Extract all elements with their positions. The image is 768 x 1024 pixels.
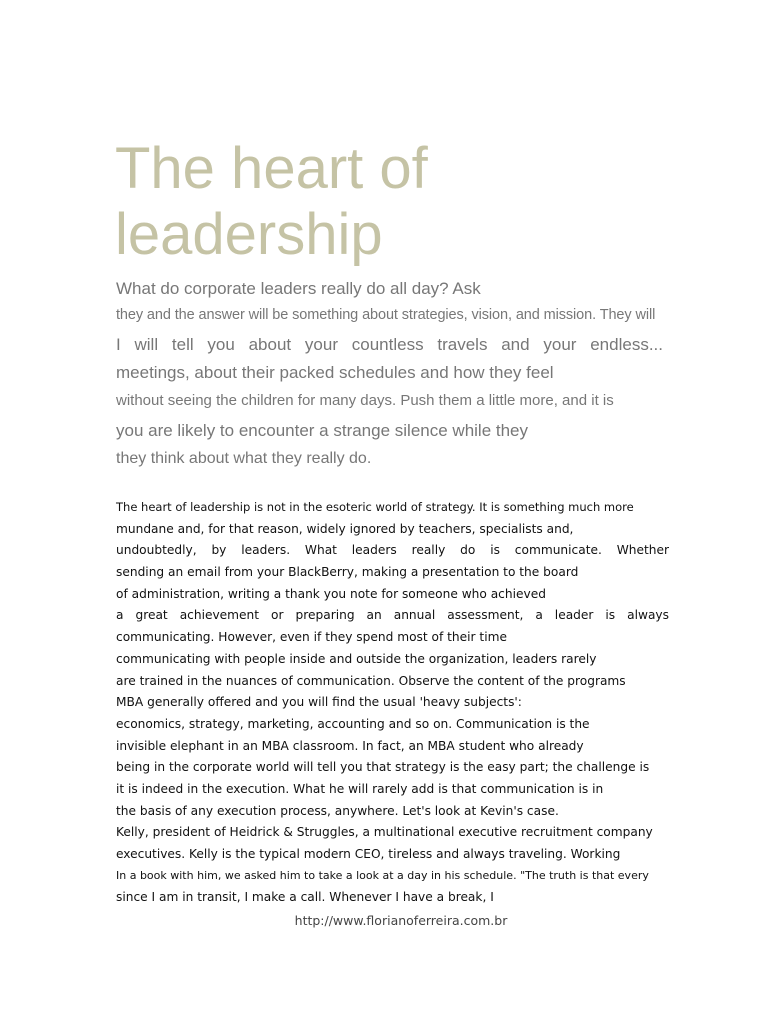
body-line: In a book with him, we asked him to take a look at a day in his schedule. "The truth is that every — [116, 868, 649, 882]
body-line: being in the corporate world will tell you that strategy is the easy part; the challenge is — [116, 760, 650, 775]
body-line: of administration, writing a thank you note for someone who achieved — [116, 586, 546, 601]
body-line: The heart of leadership is not in the esoteric world of strategy. It is something much more — [116, 500, 634, 514]
lead-line: you are likely to encounter a strange silence while they — [116, 421, 529, 440]
body-line: a great achievement or preparing an annual assessment, a leader is always — [116, 608, 669, 623]
lead-line: without seeing the children for many days. Push them a little more, and it is — [116, 392, 614, 409]
body-line: are trained in the nuances of communication. Observe the content of the programs — [116, 673, 626, 688]
body-line: undoubtedly, by leaders. What leaders really do is communicate. Whether — [116, 543, 669, 558]
title-line-1: The heart of — [115, 136, 428, 201]
body-line: since I am in transit, I make a call. Whenever I have a break, I — [116, 890, 494, 905]
body-line: MBA generally offered and you will find the usual 'heavy subjects': — [116, 695, 522, 710]
page-title — [115, 136, 428, 268]
lead-paragraph — [116, 278, 678, 476]
body-line: executives. Kelly is the typical modern CEO, tireless and always traveling. Working — [116, 847, 621, 861]
body-line: Kelly, president of Heidrick & Struggles, a multinational executive recruitment company — [116, 825, 653, 840]
body-line: it is indeed in the execution. What he will rarely add is that communication is in — [116, 781, 604, 796]
lead-line: meetings, about their packed schedules and how they feel — [116, 363, 554, 382]
body-line: the basis of any execution process, anywhere. Let's look at Kevin's case. — [116, 803, 559, 818]
lead-line: they think about what they really do. — [116, 450, 372, 467]
lead-line: What do corporate leaders really do all day? Ask — [116, 279, 481, 298]
lead-line: I will tell you about your countless travels and your endless... — [116, 335, 663, 354]
body-line: communicating with people inside and outside the organization, leaders rarely — [116, 651, 597, 666]
body-line: economics, strategy, marketing, accounting and so on. Communication is the — [116, 716, 590, 731]
footer-url[interactable]: http://www.florianoferreira.com.br — [294, 913, 508, 928]
body-line: communicating. However, even if they spend most of their time — [116, 630, 507, 645]
body-line: sending an email from your BlackBerry, making a presentation to the board — [116, 565, 579, 580]
lead-line: they and the answer will be something about strategies, vision, and mission. They will — [116, 307, 656, 323]
body-line: invisible elephant in an MBA classroom. In fact, an MBA student who already — [116, 738, 584, 753]
title-line-2: leadership — [115, 202, 383, 267]
body-line: mundane and, for that reason, widely ignored by teachers, specialists and, — [116, 521, 574, 536]
body-paragraph — [116, 497, 676, 909]
